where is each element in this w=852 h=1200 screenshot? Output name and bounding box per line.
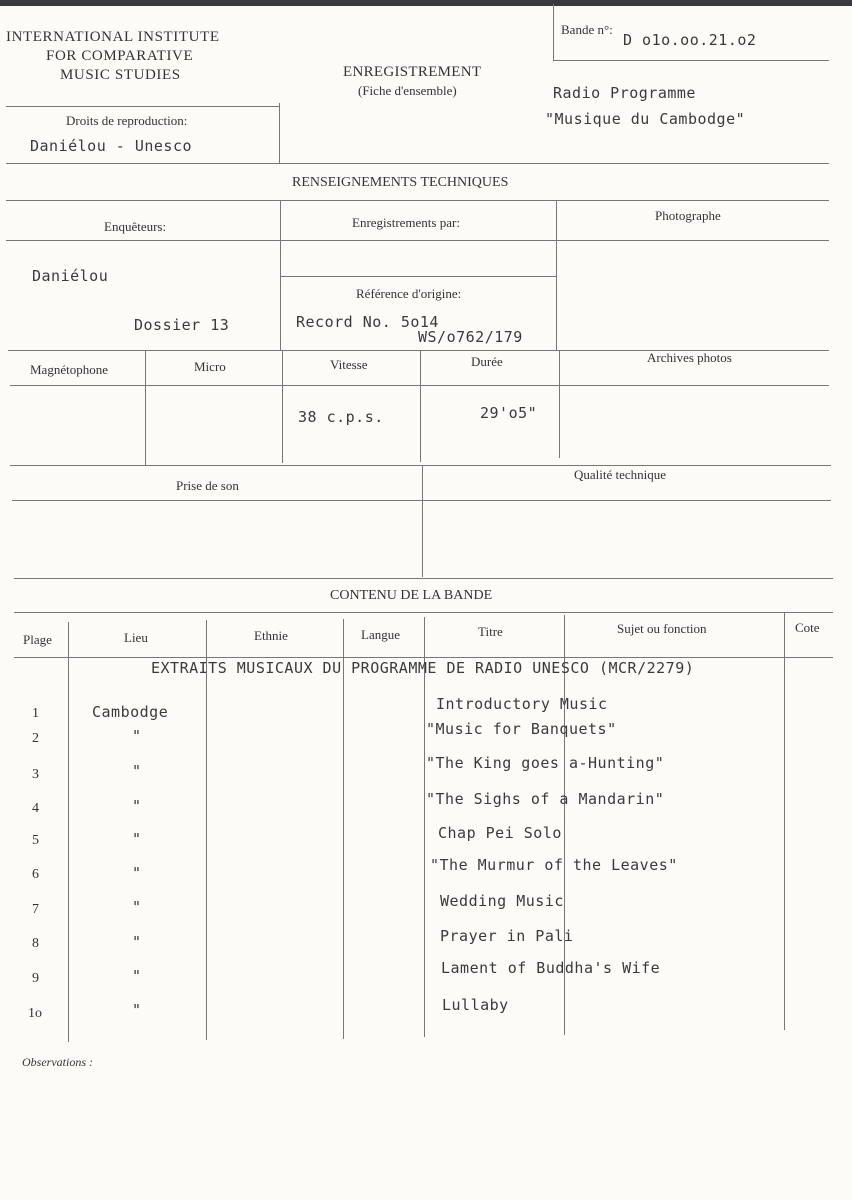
duree-value: 29'o5" [480, 404, 538, 422]
row-8-lieu: " [132, 933, 142, 951]
table-col-line-3 [343, 619, 344, 1039]
col-sujet: Sujet ou fonction [617, 621, 707, 636]
institute-line-3: MUSIC STUDIES [60, 67, 181, 83]
row-4-lieu: " [132, 797, 142, 815]
tech-col-line-1 [280, 200, 281, 350]
row-3-lieu: " [132, 762, 142, 780]
row-9-titre: Lament of Buddha's Wife [441, 959, 661, 977]
enregistrement-subtitle: (Fiche d'ensemble) [358, 83, 457, 98]
row-8-plage: 8 [32, 936, 39, 951]
tech-bottom-line [14, 578, 833, 579]
droits-right-line [279, 103, 280, 163]
reference-top-line [281, 276, 556, 277]
tech-row2-col-2 [282, 350, 283, 463]
vitesse-label: Vitesse [330, 357, 368, 372]
prise-label: Prise de son [176, 478, 239, 493]
row-2-lieu: " [132, 727, 142, 745]
droits-label: Droits de reproduction: [66, 113, 188, 128]
row-3-titre: "The King goes a-Hunting" [426, 754, 665, 772]
row-10-titre: Lullaby [442, 996, 509, 1014]
contenu-banner: EXTRAITS MUSICAUX DU PROGRAMME DE RADIO UNESCO (MCR/2279) [151, 659, 695, 677]
enregistrements-label: Enregistrements par: [352, 215, 460, 230]
tech-row2-col-4 [559, 350, 560, 458]
contenu-title-bottom [14, 612, 833, 613]
col-plage: Plage [23, 632, 52, 647]
tech-title-bottom [6, 200, 829, 201]
col-ethnie: Ethnie [254, 628, 288, 643]
observations-label: Observations : [22, 1055, 93, 1069]
row-1-lieu: Cambodge [92, 703, 169, 721]
row-10-plage: 1o [28, 1006, 42, 1021]
magnetophone-label: Magnétophone [30, 362, 108, 377]
institute-line-1: INTERNATIONAL INSTITUTE [6, 29, 220, 45]
tech-row2-col-3 [420, 350, 421, 462]
bande-box-left [553, 4, 554, 60]
row-9-plage: 9 [32, 971, 39, 986]
archives-label: Archives photos [647, 350, 732, 365]
table-col-line-2 [206, 620, 207, 1040]
row-2-titre: "Music for Banquets" [426, 720, 617, 738]
row-8-titre: Prayer in Pali [440, 927, 574, 945]
row-5-lieu: " [132, 830, 142, 848]
institute-line-2: FOR COMPARATIVE [46, 48, 194, 64]
table-col-line-6 [784, 612, 785, 1030]
micro-label: Micro [194, 359, 226, 374]
bande-value: D o1o.oo.21.o2 [623, 31, 757, 49]
contenu-section-title: CONTENU DE LA BANDE [330, 588, 493, 603]
reference-value-1: Record No. 5o14 [296, 313, 439, 331]
enqueteur-value: Daniélou [32, 267, 109, 285]
programme-line-1: Radio Programme [553, 84, 696, 102]
row-5-plage: 5 [32, 833, 39, 848]
photographe-label: Photographe [655, 208, 721, 223]
table-col-line-4 [424, 617, 425, 1037]
reference-value-2: WS/o762/179 [418, 328, 523, 346]
row-1-plage: 1 [32, 706, 39, 721]
row-4-titre: "The Sighs of a Mandarin" [426, 790, 665, 808]
bande-box-bottom [553, 60, 829, 61]
col-langue: Langue [361, 627, 400, 642]
scan-edge [0, 0, 852, 6]
tech-col-line-2 [556, 200, 557, 350]
qualite-label: Qualité technique [574, 467, 667, 482]
dossier-value: Dossier 13 [134, 316, 230, 334]
tech-row3-col-1 [422, 465, 423, 577]
row-3-plage: 3 [32, 767, 39, 782]
vitesse-value: 38 c.p.s. [298, 408, 384, 426]
bande-label: Bande n°: [561, 22, 613, 37]
row-6-plage: 6 [32, 867, 39, 882]
reference-label: Référence d'origine: [356, 286, 462, 301]
row-6-lieu: " [132, 864, 142, 882]
enqueteurs-label: Enquêteurs: [104, 219, 167, 234]
row-6-titre: "The Murmur of the Leaves" [430, 856, 678, 874]
row-7-plage: 7 [32, 902, 39, 917]
col-titre: Titre [478, 624, 503, 639]
tech-section-title: RENSEIGNEMENTS TECHNIQUES [292, 175, 509, 190]
row-7-titre: Wedding Music [440, 892, 564, 910]
tech-row-3-top [10, 465, 831, 466]
row-9-lieu: " [132, 967, 142, 985]
droits-top-line [6, 106, 279, 107]
enregistrement-title: ENREGISTREMENT [343, 64, 482, 80]
col-lieu: Lieu [124, 630, 148, 645]
header-bottom-line [6, 163, 829, 164]
table-col-line-1 [68, 622, 69, 1042]
row-2-plage: 2 [32, 731, 39, 746]
droits-value: Daniélou - Unesco [30, 137, 193, 155]
duree-label: Durée [471, 354, 503, 369]
row-7-lieu: " [132, 898, 142, 916]
programme-line-2: "Musique du Cambodge" [545, 110, 746, 128]
tech-header-bottom [6, 240, 829, 241]
row-10-lieu: " [132, 1001, 142, 1019]
col-cote: Cote [795, 620, 820, 635]
row-5-titre: Chap Pei Solo [438, 824, 562, 842]
tech-row2-col-1 [145, 350, 146, 465]
row-1-titre: Introductory Music [436, 695, 608, 713]
row-4-plage: 4 [32, 801, 39, 816]
